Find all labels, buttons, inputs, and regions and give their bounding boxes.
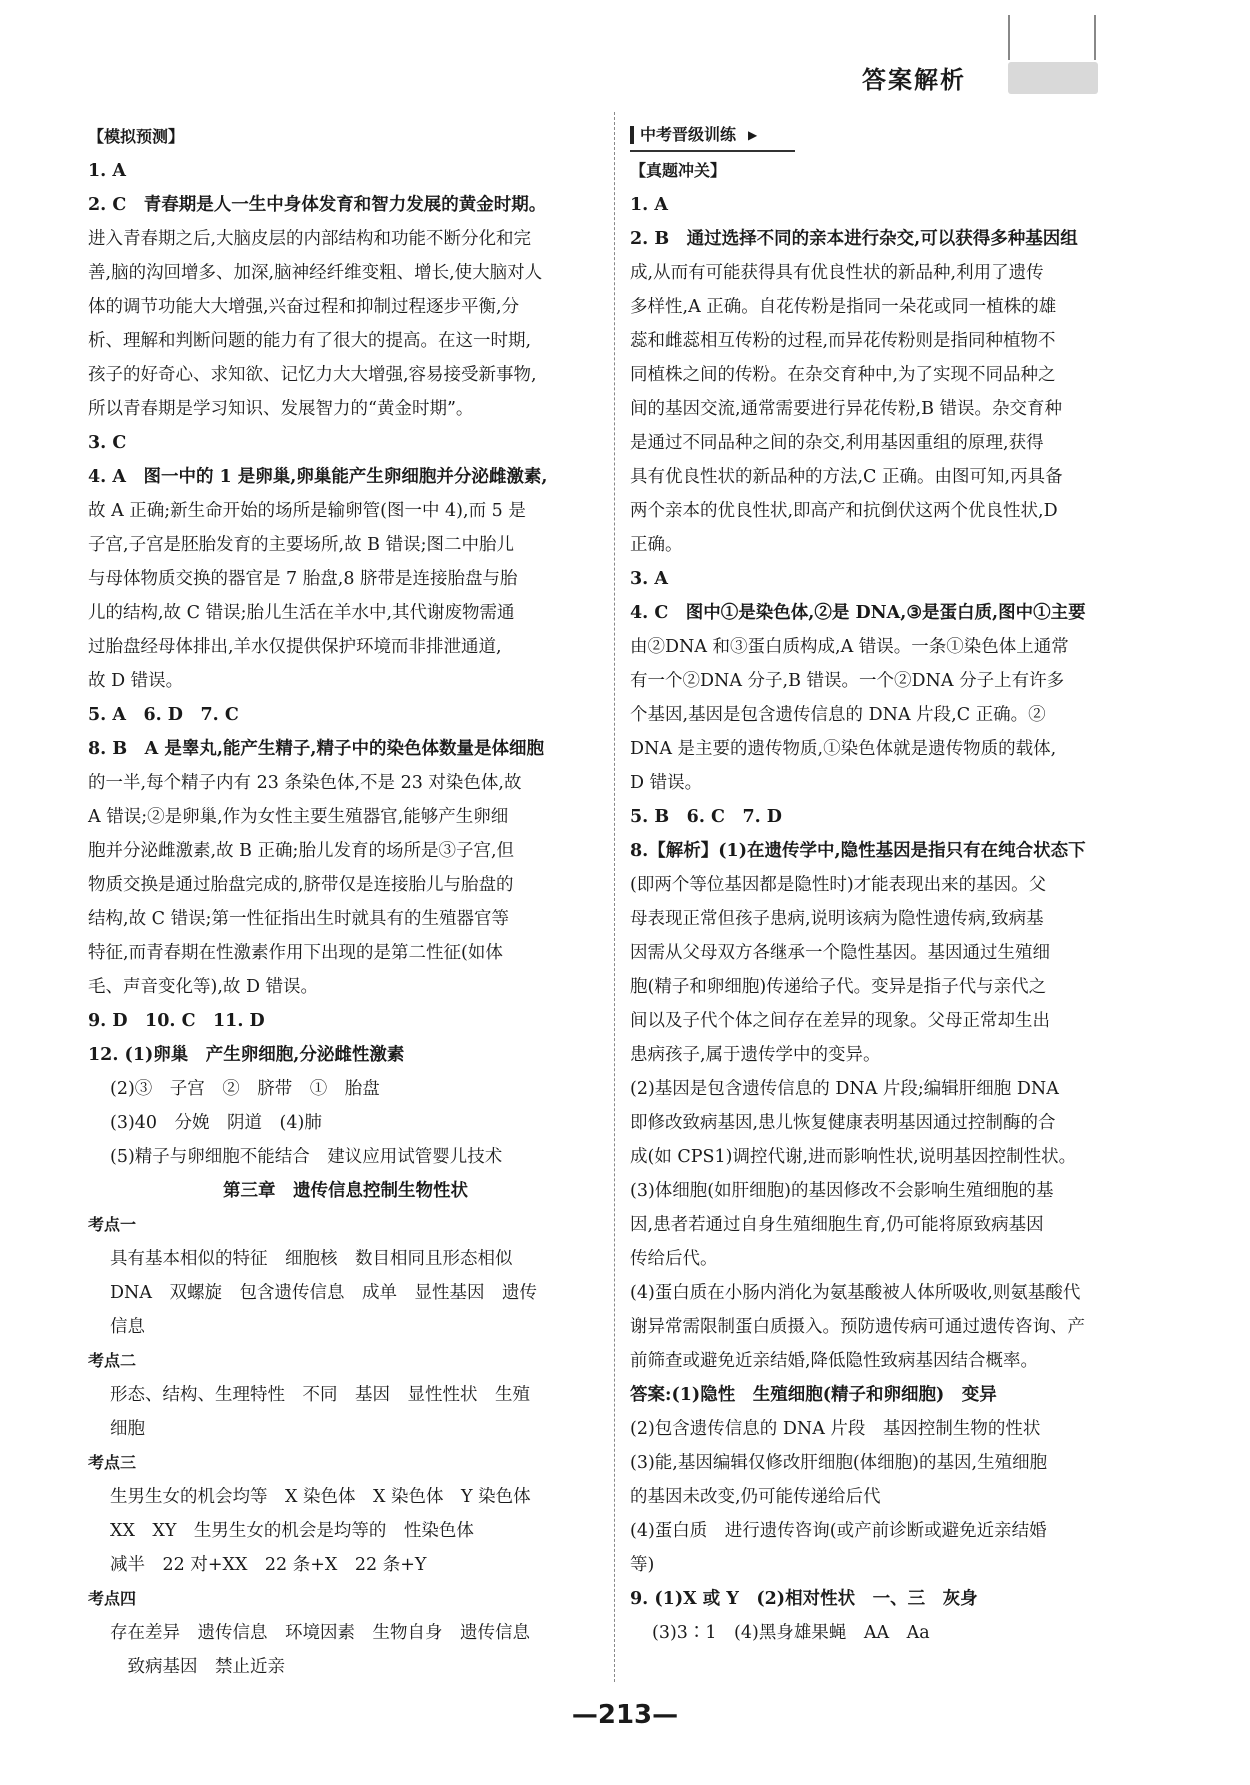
left-answer-line: 考点四 xyxy=(88,1589,137,1608)
right-answer-line: 胞(精子和卵细胞)传递给子代。变异是指子代与亲代之 xyxy=(630,977,1047,997)
right-answer-line: 由②DNA 和③蛋白质构成,A 错误。一条①染色体上通常 xyxy=(630,637,1069,657)
right-answer-line: 5. B 6. C 7. D xyxy=(630,807,782,827)
right-answer-line: 两个亲本的优良性状,即高产和抗倒伏这两个优良性状,D xyxy=(630,501,1058,521)
right-answer-line: 3. A xyxy=(630,569,668,589)
right-lines xyxy=(630,188,1145,1650)
left-answer-line: 考点二 xyxy=(88,1351,137,1370)
left-answer-line: DNA 双螺旋 包含遗传信息 成单 显性基因 遗传 xyxy=(110,1283,537,1303)
left-answer-line: 信息 xyxy=(110,1317,145,1337)
left-answer-line: 第三章 遗传信息控制生物性状 xyxy=(223,1181,468,1201)
right-column xyxy=(630,120,1145,1650)
left-answer-line: 的一半,每个精子内有 23 条染色体,不是 23 对染色体,故 xyxy=(88,773,522,793)
left-answer-line: 考点一 xyxy=(88,1215,137,1234)
left-answer-line: (3)40 分娩 阴道 (4)肺 xyxy=(110,1113,322,1133)
left-answer-line: 12. (1)卵巢 产生卵细胞,分泌雌性激素 xyxy=(88,1045,405,1065)
right-answer-line: 答案:(1)隐性 生殖细胞(精子和卵细胞) 变异 xyxy=(630,1385,997,1405)
tag-string-right xyxy=(1094,15,1096,60)
right-answer-line: (即两个等位基因都是隐性时)才能表现出来的基因。父 xyxy=(630,875,1047,895)
right-answer-line: DNA 是主要的遗传物质,①染色体就是遗传物质的载体, xyxy=(630,739,1057,759)
header-title: 答案解析 xyxy=(862,66,966,94)
left-answer-line: 具有基本相似的特征 细胞核 数目相同且形态相似 xyxy=(110,1249,513,1269)
left-answer-line: 4. A 图一中的 1 是卵巢,卵巢能产生卵细胞并分泌雌激素, xyxy=(88,467,548,487)
right-answer-line: (2)基因是包含遗传信息的 DNA 片段;编辑肝细胞 DNA xyxy=(630,1079,1059,1099)
page-number: —213— xyxy=(571,1700,679,1730)
right-answer-line: 1. A xyxy=(630,195,668,215)
left-answer-line: 3. C xyxy=(88,433,127,453)
header-bar xyxy=(1008,62,1098,94)
section-band xyxy=(630,120,795,152)
right-answer-line: 8.【解析】(1)在遗传学中,隐性基因是指只有在纯合状态下 xyxy=(630,841,1086,861)
play-arrow-icon: ▶ xyxy=(748,128,758,142)
left-answer-line: 故 A 正确;新生命开始的场所是输卵管(图一中 4),而 5 是 xyxy=(88,501,526,521)
right-section-label: 【真题冲关】 xyxy=(630,161,727,180)
right-answer-line: 因需从父母双方各继承一个隐性基因。基因通过生殖细 xyxy=(630,943,1050,963)
left-answer-line: 减半 22 对+XX 22 条+X 22 条+Y xyxy=(110,1555,427,1575)
left-column xyxy=(88,120,603,1684)
right-answer-line: 传给后代。 xyxy=(630,1249,718,1269)
right-answer-line: 的基因未改变,仍可能传递给后代 xyxy=(630,1487,881,1507)
column-divider xyxy=(614,112,615,1682)
header-tag xyxy=(778,60,1098,102)
right-answer-line: 4. C 图中①是染色体,②是 DNA,③是蛋白质,图中①主要 xyxy=(630,603,1086,623)
left-lines xyxy=(88,154,603,1684)
right-answer-line: 个基因,基因是包含遗传信息的 DNA 片段,C 正确。② xyxy=(630,705,1046,725)
right-answer-line: 等) xyxy=(630,1555,655,1575)
left-answer-line: 故 D 错误。 xyxy=(88,671,184,691)
right-answer-line: 同植株之间的传粉。在杂交育种中,为了实现不同品种之 xyxy=(630,365,1056,385)
right-answer-line: 有一个②DNA 分子,B 错误。一个②DNA 分子上有许多 xyxy=(630,671,1065,691)
left-answer-line: 体的调节功能大大增强,兴奋过程和抑制过程逐步平衡,分 xyxy=(88,297,520,317)
left-section-label: 【模拟预测】 xyxy=(88,127,185,146)
left-answer-line: 进入青春期之后,大脑皮层的内部结构和功能不断分化和完 xyxy=(88,229,532,249)
left-answer-line: (5)精子与卵细胞不能结合 建议应用试管婴儿技术 xyxy=(110,1147,503,1167)
right-answer-line: 即修改致病基因,患儿恢复健康表明基因通过控制酶的合 xyxy=(630,1113,1056,1133)
right-answer-line: 多样性,A 正确。自花传粉是指同一朵花或同一植株的雄 xyxy=(630,297,1057,317)
right-answer-line: (3)体细胞(如肝细胞)的基因修改不会影响生殖细胞的基 xyxy=(630,1181,1054,1201)
left-answer-line: 孩子的好奇心、求知欲、记忆力大大增强,容易接受新事物, xyxy=(88,365,537,385)
left-answer-line: 细胞 xyxy=(110,1419,145,1439)
right-answer-line: D 错误。 xyxy=(630,773,703,793)
left-answer-line: 1. A xyxy=(88,161,126,181)
left-answer-line: 与母体物质交换的器官是 7 胎盘,8 脐带是连接胎盘与胎 xyxy=(88,569,518,589)
right-answer-line: 正确。 xyxy=(630,535,683,555)
right-answer-line: 9. (1)X 或 Y (2)相对性状 一、三 灰身 xyxy=(630,1589,978,1609)
left-answer-line: 生男生女的机会均等 X 染色体 X 染色体 Y 染色体 xyxy=(110,1487,531,1507)
left-answer-line: 析、理解和判断问题的能力有了很大的提高。在这一时期, xyxy=(88,331,532,351)
tag-string-left xyxy=(1008,15,1010,60)
right-answer-line: (4)蛋白质在小肠内消化为氨基酸被人体所吸收,则氨基酸代 xyxy=(630,1283,1081,1303)
left-answer-line: 过胎盘经母体排出,羊水仅提供保护环境而非排泄通道, xyxy=(88,637,502,657)
left-answer-line: XX XY 生男生女的机会是均等的 性染色体 xyxy=(110,1521,474,1541)
left-answer-line: 致病基因 禁止近亲 xyxy=(110,1657,285,1677)
right-answer-line: 蕊和雌蕊相互传粉的过程,而异花传粉则是指同种植物不 xyxy=(630,331,1056,351)
right-answer-line: 母表现正常但孩子患病,说明该病为隐性遗传病,致病基 xyxy=(630,909,1044,929)
right-answer-line: 前筛查或避免近亲结婚,降低隐性致病基因结合概率。 xyxy=(630,1351,1039,1371)
right-answer-line: 成,从而有可能获得具有优良性状的新品种,利用了遗传 xyxy=(630,263,1044,283)
left-answer-line: (2)③ 子宫 ② 脐带 ① 胎盘 xyxy=(110,1079,380,1099)
left-answer-line: 9. D 10. C 11. D xyxy=(88,1011,265,1031)
left-answer-line: 善,脑的沟回增多、加深,脑神经纤维变粗、增长,使大脑对人 xyxy=(88,263,543,283)
right-answer-line: 间的基因交流,通常需要进行异花传粉,B 错误。杂交育种 xyxy=(630,399,1063,419)
right-answer-line: (4)蛋白质 进行遗传咨询(或产前诊断或避免近亲结婚 xyxy=(630,1521,1047,1541)
left-answer-line: 所以青春期是学习知识、发展智力的“黄金时期”。 xyxy=(88,399,474,419)
right-answer-line: 谢异常需限制蛋白质摄入。预防遗传病可通过遗传咨询、产 xyxy=(630,1317,1085,1337)
section-band-bar xyxy=(630,126,634,144)
section-band-title: 中考晋级训练 xyxy=(640,125,737,144)
right-answer-line: 具有优良性状的新品种的方法,C 正确。由图可知,丙具备 xyxy=(630,467,1063,487)
left-answer-line: 物质交换是通过胎盘完成的,脐带仅是连接胎儿与胎盘的 xyxy=(88,875,514,895)
left-answer-line: 形态、结构、生理特性 不同 基因 显性性状 生殖 xyxy=(110,1385,530,1405)
left-answer-line: 2. C 青春期是人一生中身体发育和智力发展的黄金时期。 xyxy=(88,195,547,215)
left-answer-line: A 错误;②是卵巢,作为女性主要生殖器官,能够产生卵细 xyxy=(88,807,509,827)
left-answer-line: 胞并分泌雌激素,故 B 正确;胎儿发育的场所是③子宫,但 xyxy=(88,841,515,861)
left-answer-line: 考点三 xyxy=(88,1453,137,1472)
right-answer-line: (3)3∶1 (4)黑身雄果蝇 AA Aa xyxy=(652,1623,930,1643)
right-answer-line: 2. B 通过选择不同的亲本进行杂交,可以获得多种基因组 xyxy=(630,229,1078,249)
right-answer-line: (2)包含遗传信息的 DNA 片段 基因控制生物的性状 xyxy=(630,1419,1041,1439)
left-answer-line: 8. B A 是睾丸,能产生精子,精子中的染色体数量是体细胞 xyxy=(88,739,545,759)
left-answer-line: 5. A 6. D 7. C xyxy=(88,705,239,725)
left-answer-line: 子宫,子宫是胚胎发育的主要场所,故 B 错误;图二中胎儿 xyxy=(88,535,515,555)
right-answer-line: 成(如 CPS1)调控代谢,进而影响性状,说明基因控制性状。 xyxy=(630,1147,1077,1167)
left-answer-line: 毛、声音变化等),故 D 错误。 xyxy=(88,977,319,997)
left-answer-line: 特征,而青春期在性激素作用下出现的是第二性征(如体 xyxy=(88,943,503,963)
right-answer-line: 患病孩子,属于遗传学中的变异。 xyxy=(630,1045,881,1065)
left-answer-line: 儿的结构,故 C 错误;胎儿生活在羊水中,其代谢废物需通 xyxy=(88,603,515,623)
right-answer-line: (3)能,基因编辑仅修改肝细胞(体细胞)的基因,生殖细胞 xyxy=(630,1453,1048,1473)
left-answer-line: 结构,故 C 错误;第一性征指出生时就具有的生殖器官等 xyxy=(88,909,509,929)
right-answer-line: 是通过不同品种之间的杂交,利用基因重组的原理,获得 xyxy=(630,433,1044,453)
right-answer-line: 间以及子代个体之间存在差异的现象。父母正常却生出 xyxy=(630,1011,1050,1031)
left-answer-line: 存在差异 遗传信息 环境因素 生物自身 遗传信息 xyxy=(110,1623,530,1643)
right-answer-line: 因,患者若通过自身生殖细胞生育,仍可能将原致病基因 xyxy=(630,1215,1044,1235)
